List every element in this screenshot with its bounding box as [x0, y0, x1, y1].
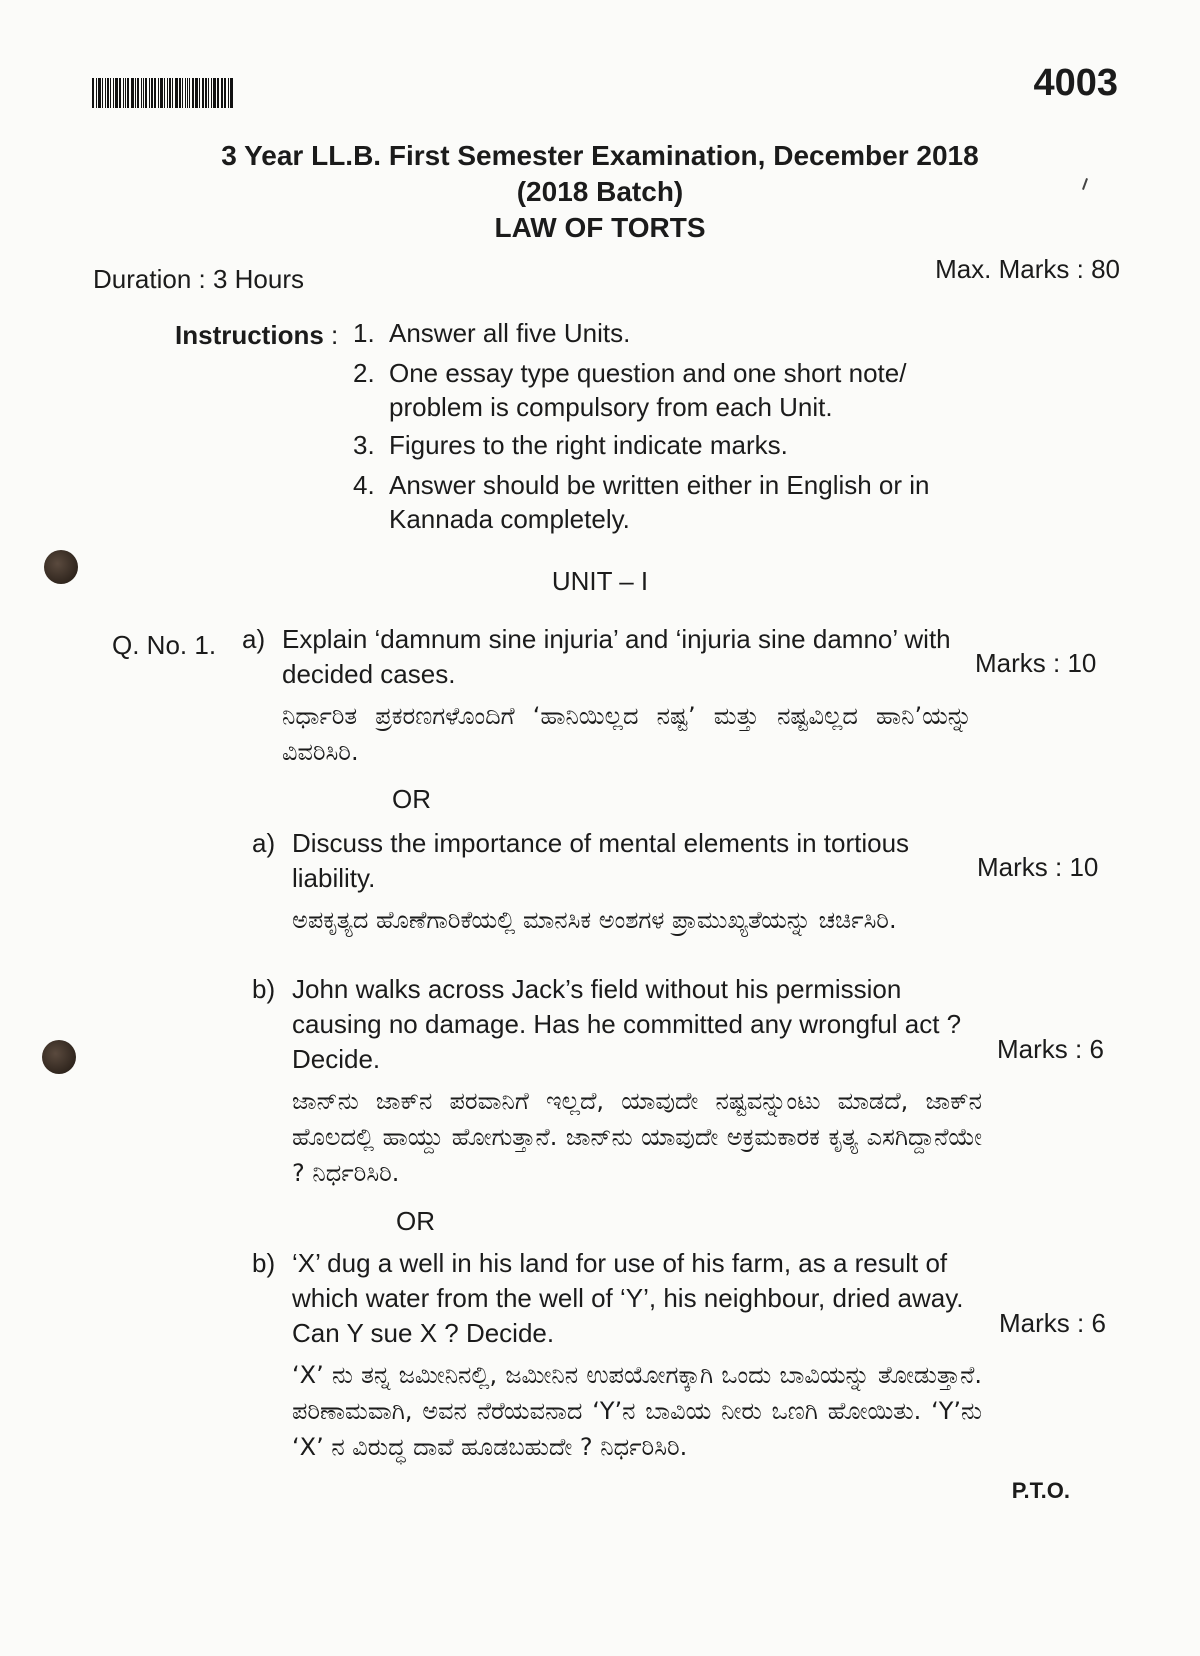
unit-heading: UNIT – I: [551, 566, 649, 596]
max-marks: Max. Marks : 80: [935, 254, 1120, 284]
marks-label: Marks : 10: [977, 852, 1099, 882]
barcode-bar: [195, 78, 198, 108]
barcode-bar: [149, 78, 150, 108]
barcode-bar: [217, 78, 219, 108]
or-separator: OR: [392, 784, 431, 814]
barcode-bar: [192, 78, 194, 108]
exam-title: 3 Year LL.B. First Semester Examination, December 2018: [221, 140, 979, 171]
barcode-bar: [145, 78, 148, 108]
barcode-bar: [213, 78, 216, 108]
barcode-bar: [182, 78, 183, 108]
instructions-label: Instructions :: [175, 320, 339, 350]
barcode-bar: [208, 78, 209, 108]
barcode-bar: [228, 78, 229, 108]
instruction-item: 3. Figures to the right indicate marks.: [353, 430, 788, 460]
barcode-bar: [141, 78, 142, 108]
barcode-bar: [105, 78, 106, 108]
barcode-bar: [185, 78, 187, 108]
barcode-bar: [151, 78, 153, 108]
barcode-bar: [167, 78, 168, 108]
barcode-bar: [202, 78, 204, 108]
barcode: [92, 78, 234, 108]
barcode-bar: [125, 78, 126, 108]
marks-label: Marks : 6: [997, 1034, 1104, 1064]
question-1b-alt: b) ‘X’ dug a well in his land for use of his farm, as a result of which water from the well of ‘Y’, his neighbour, dried away. Can Y sue X ? Decide. ‘X’ ನು ತನ್ನ ಜಮೀನಿನಲ್ಲಿ, ಜಮೀನಿನ ಉಪಯೋಗಕ್ಕಾಗಿ ಒಂದು ಬಾವಿಯನ್ನು ತೋಡುತ್ತಾನೆ. ಪರಿಣಾಮವಾಗಿ, ಅವನ ನೆರೆಯವನಾದ ‘Y’ನ ಬಾವಿಯ ನೀರು ಒಣಗಿ ಹೋಯಿತು. ‘Y’ನು ‘X’ ನ ವಿರುದ್ಧ ದಾವೆ ಹೂಡಬಹುದೇ ? ನಿರ್ಧರಿಸಿರಿ.: [252, 1248, 982, 1461]
barcode-bar: [110, 78, 112, 108]
barcode-bar: [175, 78, 178, 108]
question-1a-alt: a) Discuss the importance of mental elements in tortious liability. ಅಪಕೃತ್ಯದ ಹೊಣೆಗಾರಿಕೆಯಲ್ಲಿ ಮಾನಸಿಕ ಅಂಶಗಳ ಪ್ರಾಮುಖ್ಯತೆಯನ್ನು ಚರ್ಚಿಸಿರಿ.: [252, 828, 910, 934]
barcode-bar: [158, 78, 159, 108]
punch-hole: [42, 1040, 76, 1074]
barcode-bar: [154, 78, 156, 108]
barcode-bar: [211, 78, 212, 108]
pto-label: P.T.O.: [1011, 1478, 1070, 1503]
barcode-bar: [169, 78, 171, 108]
instruction-item: 4. Answer should be written either in English or in Kannada completely.: [353, 470, 930, 534]
barcode-bar: [115, 78, 118, 108]
barcode-bar: [224, 78, 226, 108]
barcode-bar: [189, 78, 190, 108]
barcode-bar: [222, 78, 223, 108]
instruction-item: 2. One essay type question and one short note/ problem is compulsory from each Unit.: [353, 358, 907, 422]
paper-code: 4003: [1033, 62, 1118, 104]
barcode-bar: [160, 78, 163, 108]
barcode-bar: [102, 78, 103, 108]
barcode-bar: [137, 78, 139, 108]
barcode-bar: [135, 78, 136, 108]
barcode-bar: [172, 78, 173, 108]
barcode-bar: [119, 78, 121, 108]
question-1a: a) Explain ‘damnum sine injuria’ and ‘injuria sine damno’ with decided cases. ನಿರ್ಧಾರಿತ ಪ್ರಕರಣಗಳೊಂದಿಗೆ ‘ಹಾನಿಯಿಲ್ಲದ ನಷ್ಟ’ ಮತ್ತು ನಷ್ಟವಿಲ್ಲದ ಹಾನಿ’ಯನ್ನು ವಿವರಿಸಿರಿ.: [242, 624, 972, 766]
barcode-bar: [143, 78, 144, 108]
barcode-bar: [113, 78, 114, 108]
exam-batch: (2018 Batch): [516, 176, 684, 207]
barcode-bar: [96, 78, 97, 108]
or-separator: OR: [396, 1206, 435, 1236]
barcode-bar: [199, 78, 200, 108]
duration: Duration : 3 Hours: [93, 264, 304, 294]
barcode-bar: [230, 78, 233, 108]
marks-label: Marks : 6: [999, 1308, 1106, 1338]
question-number: Q. No. 1.: [112, 630, 217, 660]
exam-title-block: [0, 138, 1200, 246]
barcode-bar: [179, 78, 181, 108]
barcode-bar: [92, 78, 94, 108]
barcode-bar: [107, 78, 109, 108]
barcode-bar: [164, 78, 165, 108]
barcode-bar: [98, 78, 101, 108]
barcode-bar: [123, 78, 124, 108]
barcode-bar: [187, 78, 188, 108]
barcode-bar: [205, 78, 207, 108]
barcode-bar: [221, 78, 222, 108]
question-1b: b) John walks across Jack’s field without his permission causing no damage. Has he committed any wrongful act ? Decide. ಜಾನ್‌ನು ಜಾಕ್‌ನ ಪರವಾನಿಗೆ ಇಲ್ಲದೆ, ಯಾವುದೇ ನಷ್ಟವನ್ನುಂಟು ಮಾಡದೆ, ಜಾಕ್‌ನ ಹೊಲದಲ್ಲಿ ಹಾಯ್ದು ಹೋಗುತ್ತಾನೆ. ಜಾನ್‌ನು ಯಾವುದೇ ಅಕ್ರಮಕಾರಕ ಕೃತ್ಯ ಎಸಗಿದ್ದಾನೆಯೇ ? ನಿರ್ಧರಿಸಿರಿ.: [252, 974, 982, 1187]
marks-label: Marks : 10: [975, 648, 1097, 678]
barcode-bar: [127, 78, 129, 108]
barcode-bar: [131, 78, 134, 108]
instruction-item: 1. Answer all five Units.: [353, 318, 631, 348]
punch-hole: [44, 550, 78, 584]
exam-subject: LAW OF TORTS: [494, 212, 706, 243]
